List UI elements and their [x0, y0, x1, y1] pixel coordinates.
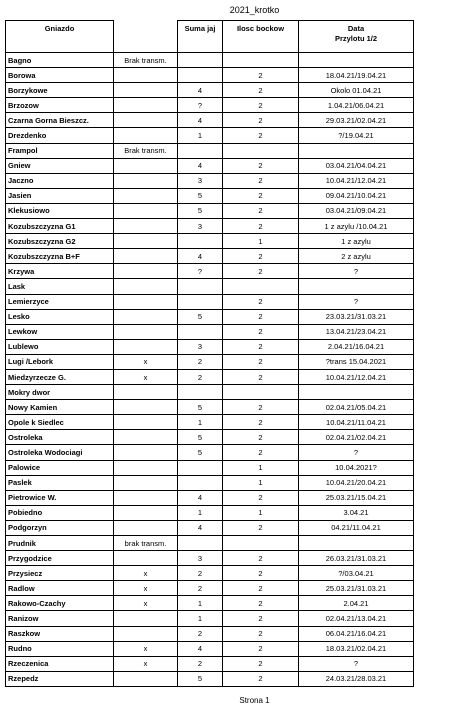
stork-count-cell: 2	[223, 445, 299, 460]
nest-name-cell: Lublewo	[6, 339, 114, 354]
table-row	[6, 460, 414, 475]
stork-count-cell: 2	[223, 551, 299, 566]
arrival-date-cell: 1.04.21/06.04.21	[299, 98, 414, 113]
stork-count-cell	[223, 53, 299, 68]
nest-name-cell: Rudno	[6, 641, 114, 656]
arrival-date-cell: 02.04.21/02.04.21	[299, 430, 414, 445]
nest-name-cell: Czarna Gorna Bieszcz.	[6, 113, 114, 128]
arrival-date-cell: 29.03.21/02.04.21	[299, 113, 414, 128]
egg-count-cell: 1	[178, 611, 223, 626]
nest-name-cell: Raszkow	[6, 626, 114, 641]
egg-count-cell: 4	[178, 641, 223, 656]
transmission-note-cell: x	[114, 596, 178, 611]
transmission-note-cell	[114, 83, 178, 98]
stork-count-cell: 2	[223, 188, 299, 203]
egg-count-cell: 5	[178, 309, 223, 324]
nest-name-cell: Nowy Kamien	[6, 400, 114, 415]
stork-count-cell: 2	[223, 158, 299, 173]
table-row	[6, 53, 414, 68]
stork-count-cell: 2	[223, 339, 299, 354]
egg-count-cell: 2	[178, 369, 223, 384]
arrival-date-cell: ?	[299, 264, 414, 279]
transmission-note-cell	[114, 113, 178, 128]
table-row	[6, 671, 414, 686]
stork-count-cell	[223, 385, 299, 400]
egg-count-cell: 4	[178, 83, 223, 98]
transmission-note-cell	[114, 219, 178, 234]
egg-count-cell: 4	[178, 520, 223, 535]
transmission-note-cell: x	[114, 566, 178, 581]
table-row	[6, 219, 414, 234]
transmission-note-cell	[114, 203, 178, 218]
egg-count-cell	[178, 475, 223, 490]
table-row	[6, 143, 414, 158]
egg-count-cell: 5	[178, 400, 223, 415]
table-row	[6, 113, 414, 128]
table-row	[6, 279, 414, 294]
egg-count-cell: 5	[178, 671, 223, 686]
arrival-date-cell	[299, 279, 414, 294]
table-row	[6, 536, 414, 551]
arrival-date-cell: Okolo 01.04.21	[299, 83, 414, 98]
stork-count-cell: 2	[223, 219, 299, 234]
nest-table	[5, 20, 414, 687]
egg-count-cell: ?	[178, 264, 223, 279]
egg-count-cell: 4	[178, 158, 223, 173]
transmission-note-cell	[114, 128, 178, 143]
table-row	[6, 475, 414, 490]
nest-name-cell: Lesko	[6, 309, 114, 324]
nest-name-cell: Lemierzyce	[6, 294, 114, 309]
nest-name-cell: Opole k Siedlec	[6, 415, 114, 430]
stork-count-cell: 2	[223, 98, 299, 113]
transmission-note-cell: brak transm.	[114, 536, 178, 551]
nest-name-cell: Rakowo-Czachy	[6, 596, 114, 611]
stork-count-cell: 2	[223, 354, 299, 369]
transmission-note-cell: x	[114, 354, 178, 369]
transmission-note-cell	[114, 309, 178, 324]
table-row	[6, 430, 414, 445]
nest-name-cell: Lewkow	[6, 324, 114, 339]
transmission-note-cell	[114, 430, 178, 445]
egg-count-cell	[178, 294, 223, 309]
table-row	[6, 158, 414, 173]
nest-name-cell: Przygodzice	[6, 551, 114, 566]
transmission-note-cell	[114, 385, 178, 400]
header-nest: Gniazdo	[6, 21, 114, 53]
nest-name-cell: Lugi /Lebork	[6, 354, 114, 369]
arrival-date-cell: 04.21/11.04.21	[299, 520, 414, 535]
table-row	[6, 596, 414, 611]
egg-count-cell: 5	[178, 430, 223, 445]
nest-name-cell: Jasien	[6, 188, 114, 203]
table-row	[6, 520, 414, 535]
egg-count-cell: 4	[178, 249, 223, 264]
table-row	[6, 400, 414, 415]
arrival-date-cell: 10.04.21/20.04.21	[299, 475, 414, 490]
transmission-note-cell	[114, 445, 178, 460]
header-note	[114, 21, 178, 53]
arrival-date-cell: 02.04.21/05.04.21	[299, 400, 414, 415]
arrival-date-cell	[299, 385, 414, 400]
table-row	[6, 641, 414, 656]
nest-name-cell: Drezdenko	[6, 128, 114, 143]
header-date	[299, 21, 414, 53]
nest-name-cell: Miedzyrzecze G.	[6, 369, 114, 384]
stork-count-cell: 2	[223, 415, 299, 430]
nest-name-cell: Ostroleka	[6, 430, 114, 445]
header-eggs: Suma jaj	[178, 21, 223, 53]
egg-count-cell: 1	[178, 596, 223, 611]
arrival-date-cell: 09.04.21/10.04.21	[299, 188, 414, 203]
arrival-date-cell	[299, 143, 414, 158]
transmission-note-cell: x	[114, 369, 178, 384]
egg-count-cell	[178, 460, 223, 475]
table-row	[6, 188, 414, 203]
transmission-note-cell	[114, 68, 178, 83]
transmission-note-cell	[114, 294, 178, 309]
nest-name-cell: Radlow	[6, 581, 114, 596]
nest-name-cell: Rzepedz	[6, 671, 114, 686]
transmission-note-cell	[114, 279, 178, 294]
nest-name-cell: Prudnik	[6, 536, 114, 551]
stork-count-cell: 2	[223, 656, 299, 671]
stork-count-cell: 2	[223, 641, 299, 656]
arrival-date-cell: ?trans 15.04.2021	[299, 354, 414, 369]
table-row	[6, 203, 414, 218]
nest-name-cell: Krzywa	[6, 264, 114, 279]
egg-count-cell: 2	[178, 581, 223, 596]
nest-name-cell: Kozubszczyzna G2	[6, 234, 114, 249]
transmission-note-cell	[114, 400, 178, 415]
table-row	[6, 324, 414, 339]
arrival-date-cell: 3.04.21	[299, 505, 414, 520]
table-row	[6, 656, 414, 671]
arrival-date-cell: 02.04.21/13.04.21	[299, 611, 414, 626]
arrival-date-cell: 10.04.21/12.04.21	[299, 369, 414, 384]
egg-count-cell: 3	[178, 339, 223, 354]
stork-count-cell: 1	[223, 505, 299, 520]
table-row	[6, 339, 414, 354]
transmission-note-cell: x	[114, 581, 178, 596]
table-row	[6, 385, 414, 400]
stork-count-cell: 2	[223, 309, 299, 324]
transmission-note-cell	[114, 490, 178, 505]
arrival-date-cell	[299, 53, 414, 68]
stork-count-cell: 1	[223, 460, 299, 475]
nest-name-cell: Pietrowice W.	[6, 490, 114, 505]
arrival-date-cell: ?/03.04.21	[299, 566, 414, 581]
stork-count-cell	[223, 143, 299, 158]
egg-count-cell: 4	[178, 490, 223, 505]
arrival-date-cell: 13.04.21/23.04.21	[299, 324, 414, 339]
table-row	[6, 505, 414, 520]
arrival-date-cell: ?	[299, 656, 414, 671]
nest-name-cell: Borowa	[6, 68, 114, 83]
nest-name-cell: Pobiedno	[6, 505, 114, 520]
transmission-note-cell	[114, 626, 178, 641]
arrival-date-cell: 18.04.21/19.04.21	[299, 68, 414, 83]
stork-count-cell: 2	[223, 324, 299, 339]
arrival-date-cell: 23.03.21/31.03.21	[299, 309, 414, 324]
egg-count-cell	[178, 68, 223, 83]
header-date-line1: Data	[347, 24, 365, 33]
egg-count-cell: 5	[178, 445, 223, 460]
table-row	[6, 445, 414, 460]
transmission-note-cell: Brak transm.	[114, 53, 178, 68]
page-footer: Strona 1	[239, 696, 270, 705]
stork-count-cell: 2	[223, 671, 299, 686]
stork-count-cell: 1	[223, 475, 299, 490]
egg-count-cell	[178, 385, 223, 400]
arrival-date-cell: 1 z azylu /10.04.21	[299, 219, 414, 234]
egg-count-cell: 5	[178, 188, 223, 203]
stork-count-cell	[223, 536, 299, 551]
stork-count-cell: 2	[223, 430, 299, 445]
nest-name-cell: Kozubszczyzna B+F	[6, 249, 114, 264]
nest-name-cell: Gniew	[6, 158, 114, 173]
arrival-date-cell: 2.04.21	[299, 596, 414, 611]
nest-name-cell: Palowice	[6, 460, 114, 475]
egg-count-cell: 1	[178, 128, 223, 143]
table-row	[6, 415, 414, 430]
egg-count-cell: 2	[178, 566, 223, 581]
egg-count-cell	[178, 53, 223, 68]
nest-name-cell: Klekusiowo	[6, 203, 114, 218]
nest-name-cell: Ostroleka Wodociagi	[6, 445, 114, 460]
stork-count-cell: 2	[223, 294, 299, 309]
table-row	[6, 98, 414, 113]
transmission-note-cell: Brak transm.	[114, 143, 178, 158]
table-row	[6, 294, 414, 309]
table-row	[6, 309, 414, 324]
arrival-date-cell	[299, 536, 414, 551]
transmission-note-cell: x	[114, 656, 178, 671]
arrival-date-cell: ?	[299, 294, 414, 309]
transmission-note-cell	[114, 249, 178, 264]
arrival-date-cell: 03.04.21/04.04.21	[299, 158, 414, 173]
arrival-date-cell: 10.04.2021?	[299, 460, 414, 475]
table-row	[6, 354, 414, 369]
arrival-date-cell: 26.03.21/31.03.21	[299, 551, 414, 566]
nest-name-cell: Jaczno	[6, 173, 114, 188]
stork-count-cell: 2	[223, 566, 299, 581]
egg-count-cell: 2	[178, 354, 223, 369]
nest-name-cell: Lask	[6, 279, 114, 294]
arrival-date-cell: 2.04.21/16.04.21	[299, 339, 414, 354]
nest-name-cell: Mokry dwor	[6, 385, 114, 400]
transmission-note-cell	[114, 520, 178, 535]
arrival-date-cell: 03.04.21/09.04.21	[299, 203, 414, 218]
stork-count-cell: 2	[223, 626, 299, 641]
stork-count-cell: 2	[223, 173, 299, 188]
table-row	[6, 234, 414, 249]
egg-count-cell: 1	[178, 505, 223, 520]
nest-name-cell: Podgorzyn	[6, 520, 114, 535]
arrival-date-cell: ?	[299, 445, 414, 460]
nest-name-cell: Bagno	[6, 53, 114, 68]
transmission-note-cell	[114, 671, 178, 686]
arrival-date-cell: 18.03.21/02.04.21	[299, 641, 414, 656]
arrival-date-cell: 2 z azylu	[299, 249, 414, 264]
transmission-note-cell	[114, 415, 178, 430]
transmission-note-cell	[114, 264, 178, 279]
nest-name-cell: Ranizow	[6, 611, 114, 626]
nest-name-cell: Borzykowe	[6, 83, 114, 98]
nest-name-cell: Frampol	[6, 143, 114, 158]
table-row	[6, 173, 414, 188]
nest-name-cell: Paslek	[6, 475, 114, 490]
stork-count-cell: 2	[223, 581, 299, 596]
stork-count-cell: 2	[223, 68, 299, 83]
table-row	[6, 566, 414, 581]
arrival-date-cell: 06.04.21/16.04.21	[299, 626, 414, 641]
transmission-note-cell	[114, 339, 178, 354]
egg-count-cell	[178, 324, 223, 339]
stork-count-cell: 2	[223, 128, 299, 143]
arrival-date-cell: 10.04.21/12.04.21	[299, 173, 414, 188]
transmission-note-cell	[114, 158, 178, 173]
stork-count-cell: 2	[223, 113, 299, 128]
egg-count-cell: 2	[178, 656, 223, 671]
stork-count-cell: 2	[223, 83, 299, 98]
stork-count-cell: 2	[223, 520, 299, 535]
table-row	[6, 581, 414, 596]
table-row	[6, 369, 414, 384]
document-title: 2021_krotko	[229, 5, 280, 15]
nest-name-cell: Kozubszczyzna G1	[6, 219, 114, 234]
table-row	[6, 249, 414, 264]
header-date-line2: Przylotu 1/2	[334, 34, 378, 43]
stork-count-cell: 2	[223, 203, 299, 218]
egg-count-cell	[178, 143, 223, 158]
egg-count-cell	[178, 536, 223, 551]
stork-count-cell: 2	[223, 490, 299, 505]
egg-count-cell: 2	[178, 626, 223, 641]
arrival-date-cell: ?/19.04.21	[299, 128, 414, 143]
arrival-date-cell: 10.04.21/11.04.21	[299, 415, 414, 430]
table-row	[6, 128, 414, 143]
transmission-note-cell	[114, 551, 178, 566]
transmission-note-cell	[114, 173, 178, 188]
table-row	[6, 611, 414, 626]
egg-count-cell: 3	[178, 173, 223, 188]
stork-count-cell: 2	[223, 596, 299, 611]
stork-count-cell: 2	[223, 611, 299, 626]
transmission-note-cell	[114, 188, 178, 203]
stork-count-cell: 1	[223, 234, 299, 249]
table-row	[6, 551, 414, 566]
stork-count-cell: 2	[223, 400, 299, 415]
egg-count-cell: 3	[178, 551, 223, 566]
egg-count-cell	[178, 279, 223, 294]
transmission-note-cell	[114, 324, 178, 339]
transmission-note-cell	[114, 234, 178, 249]
table-row	[6, 490, 414, 505]
egg-count-cell: 5	[178, 203, 223, 218]
header-storks: Ilosc bockow	[223, 21, 299, 53]
table-row	[6, 626, 414, 641]
nest-name-cell: Przysiecz	[6, 566, 114, 581]
egg-count-cell	[178, 234, 223, 249]
egg-count-cell: ?	[178, 98, 223, 113]
egg-count-cell: 1	[178, 415, 223, 430]
nest-name-cell: Brzozow	[6, 98, 114, 113]
arrival-date-cell: 1 z azylu	[299, 234, 414, 249]
header-row	[6, 21, 414, 53]
stork-count-cell: 2	[223, 369, 299, 384]
transmission-note-cell	[114, 98, 178, 113]
table-row	[6, 264, 414, 279]
transmission-note-cell: x	[114, 641, 178, 656]
table-row	[6, 83, 414, 98]
transmission-note-cell	[114, 611, 178, 626]
arrival-date-cell: 25.03.21/15.04.21	[299, 490, 414, 505]
table-row	[6, 68, 414, 83]
transmission-note-cell	[114, 475, 178, 490]
stork-count-cell	[223, 279, 299, 294]
egg-count-cell: 3	[178, 219, 223, 234]
transmission-note-cell	[114, 460, 178, 475]
stork-count-cell: 2	[223, 264, 299, 279]
arrival-date-cell: 24.03.21/28.03.21	[299, 671, 414, 686]
egg-count-cell: 4	[178, 113, 223, 128]
arrival-date-cell: 25.03.21/31.03.21	[299, 581, 414, 596]
transmission-note-cell	[114, 505, 178, 520]
stork-count-cell: 2	[223, 249, 299, 264]
nest-name-cell: Rzeczenica	[6, 656, 114, 671]
